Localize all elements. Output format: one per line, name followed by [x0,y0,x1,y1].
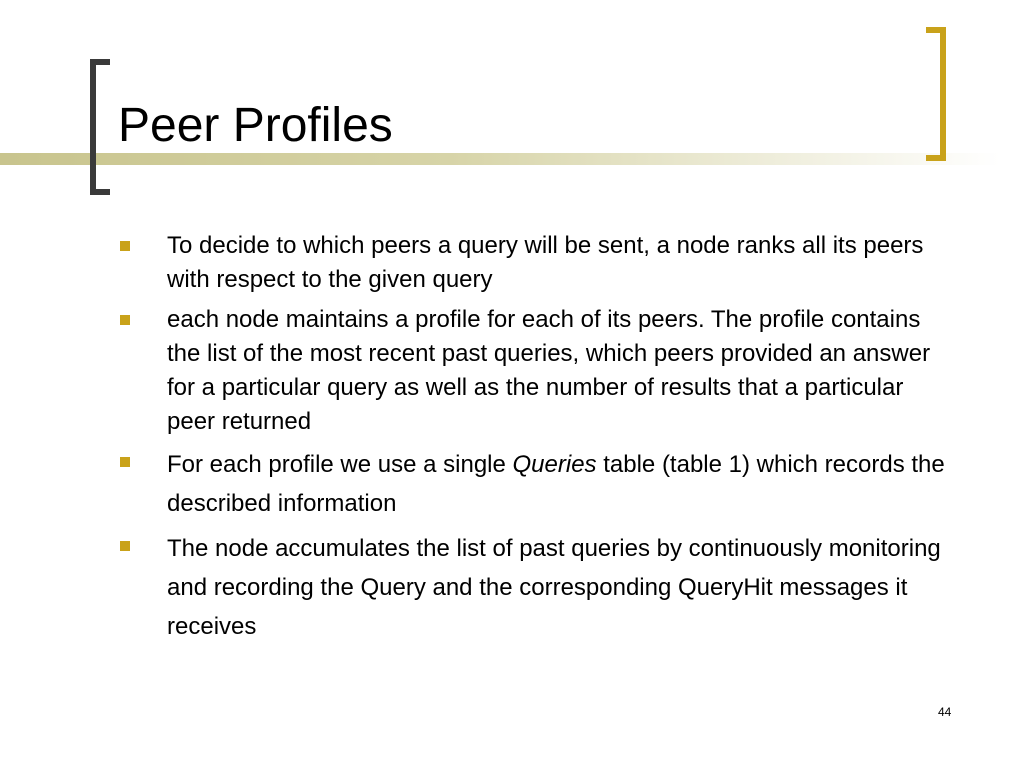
title-rule [0,153,1000,165]
bullet-item-4 [118,529,958,646]
bullet-text [167,451,945,517]
bullet-text: To decide to which peers a query will be sent, a node ranks all its peers with respect to the given query [167,232,924,293]
left-bracket-decoration [90,59,110,195]
bullet-item-1 [118,229,958,297]
bullet-text: each node maintains a profile for each of its peers. The profile contains the list of the most recent past queries, which peers provided an answer for a particular query as well as the number of results that a particular peer returned [167,306,931,435]
bullet-item-3 [118,445,958,523]
square-bullet-icon [120,457,130,467]
right-bracket-decoration [926,27,946,161]
bullet-item-2 [118,303,958,439]
square-bullet-icon [120,241,130,251]
square-bullet-icon [120,541,130,551]
page-number: 44 [938,705,952,719]
bullet-text-after: table (table 1) which records the described information [167,451,945,517]
slide-title: Peer Profiles [118,99,393,152]
square-bullet-icon [120,315,130,325]
bullet-list [118,229,958,652]
bullet-text-before: For each profile we use a single [167,451,513,478]
bullet-text: The node accumulates the list of past queries by continuously monitoring and recording the Query and the corresponding QueryHit messages it receives [167,535,941,640]
queries-emphasis: Queries [512,451,597,478]
